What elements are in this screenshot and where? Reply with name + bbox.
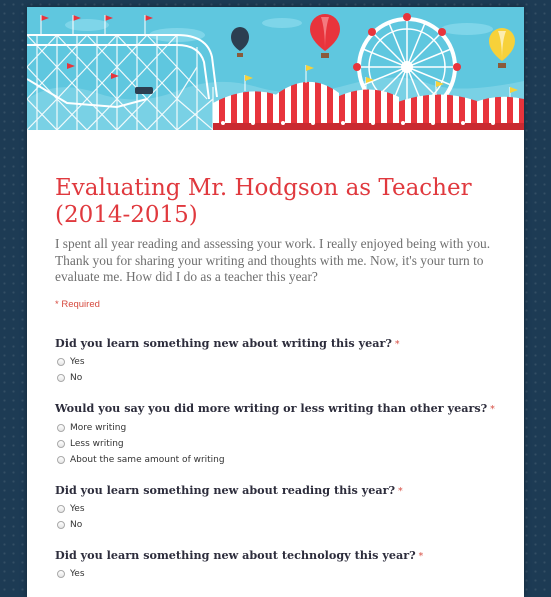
radio-button[interactable]: [57, 521, 65, 529]
question-4: [55, 548, 496, 582]
question-1: [55, 336, 496, 386]
radio-button[interactable]: [57, 456, 65, 464]
required-asterisk: *: [394, 339, 400, 350]
question-title: Did you learn something new about technology this year? *: [55, 547, 424, 562]
radio-button[interactable]: [57, 424, 65, 432]
radio-button[interactable]: [57, 374, 65, 382]
option-yes[interactable]: Yes: [55, 501, 496, 517]
question-title: Did you learn something new about writing this year? *: [55, 335, 400, 350]
radio-button[interactable]: [57, 570, 65, 578]
radio-button[interactable]: [57, 440, 65, 448]
question-title: Would you say you did more writing or less writing than other years? *: [55, 400, 495, 415]
option-more-writing[interactable]: More writing: [55, 420, 496, 436]
option-yes[interactable]: Yes: [55, 354, 496, 370]
required-asterisk: *: [490, 404, 495, 415]
option-yes[interactable]: Yes: [55, 566, 496, 582]
form-title: Evaluating Mr. Hodgson as Teacher (2014-2015): [55, 175, 472, 228]
question-title: Did you learn something new about reading this year? *: [55, 482, 403, 497]
carnival-header-banner: [27, 7, 524, 130]
option-no[interactable]: No: [55, 370, 496, 386]
required-note: * Required: [55, 298, 100, 310]
question-2: [55, 401, 496, 468]
required-asterisk: *: [418, 551, 424, 562]
radio-button[interactable]: [57, 505, 65, 513]
form-card: [27, 7, 524, 597]
form-description: I spent all year reading and assessing your work. I really enjoyed being with you. Thank you for sharing your writing and thoughts with me. Now, it's your turn to evaluate me. How did I do as a teacher this year?: [55, 236, 491, 284]
option-same-amount[interactable]: About the same amount of writing: [55, 452, 496, 468]
required-asterisk: *: [398, 486, 403, 497]
option-no[interactable]: No: [55, 517, 496, 533]
question-3: [55, 483, 496, 533]
radio-button[interactable]: [57, 358, 65, 366]
option-less-writing[interactable]: Less writing: [55, 436, 496, 452]
